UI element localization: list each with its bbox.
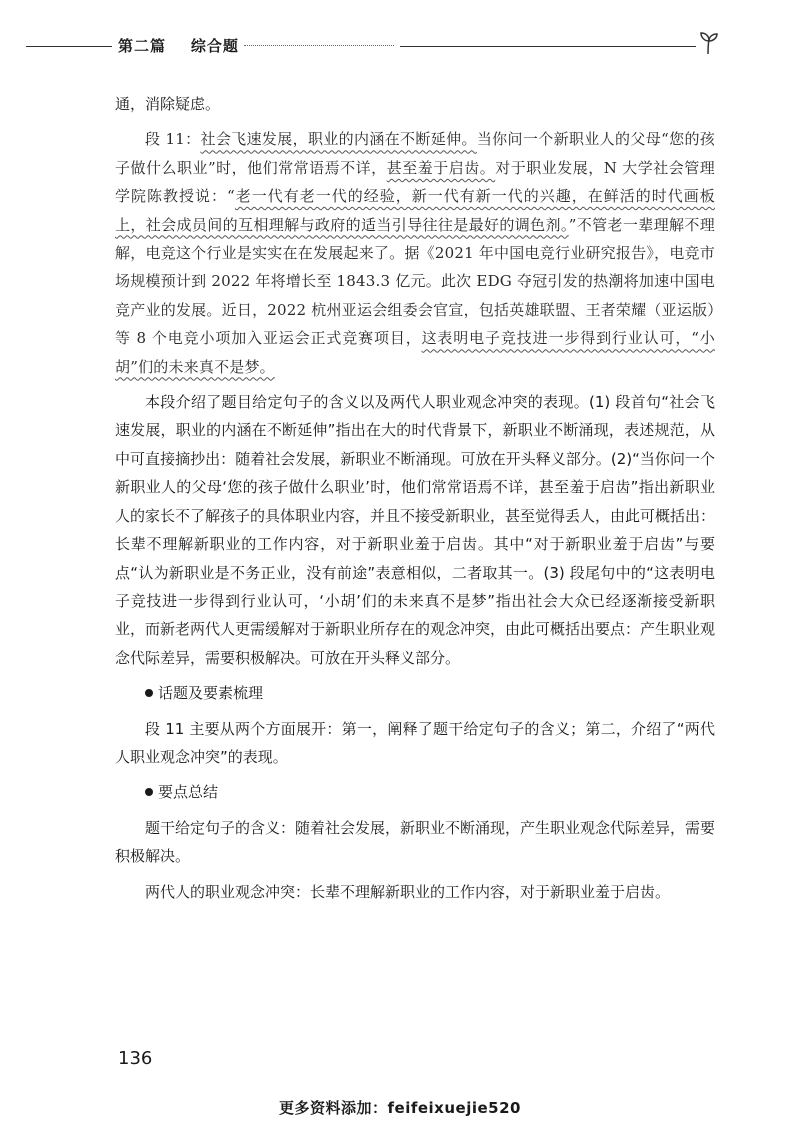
- source-paragraph-11: [115, 125, 715, 381]
- bullet-dot-icon: [145, 788, 153, 796]
- header-title: [118, 35, 239, 56]
- header-dotted-rule: [244, 45, 394, 46]
- summary-point-1: 题干给定句子的含义：随着社会发展，新职业不断涌现，产生职业观念代际差异，需要积极解决。: [115, 818, 716, 866]
- heading-topic-label: 话题及要素梳理: [158, 684, 264, 703]
- analysis-paragraph: 本段介绍了题目给定句子的含义以及两代人职业观念冲突的表现。(1) 段首句“社会飞速发展，职业的内涵在不断延伸”指出在大的时代背景下，新职业不断涌现，表述规范，从中可直接摘抄出：随着社会发展，新职业不断涌现。可放在开头释义部分。(2)“当你问一个新职业人的父母‘您的孩子做什么职业’时，他们常常语焉不详，甚至羞于启齿”指出新职业人的家长不了解孩子的具体职业内容，并且不接受新职业，甚至觉得丢人，由此可概括出：长辈不理解新职业的工作内容，对于新职业羞于启齿。其中“对于新职业羞于启齿”与要点“认为新职业是不务正业，没有前途”表意相似，二者取其一。(3) 段尾句中的“这表明电子竞技进一步得到行业认可，‘小胡’们的未来真不是梦”指出社会大众已经逐渐接受新职业，而新老两代人更需缓解对于新职业所存在的观念冲突，由此可概括出要点：产生职业观念代际差异，需要积极解决。可放在开头释义部分。: [115, 393, 716, 667]
- footer-note: 更多资料添加：feifeixuejie520: [279, 1099, 521, 1117]
- underlined-sentence-2: 甚至羞于启齿。: [386, 158, 496, 177]
- header-category: 综合题: [190, 37, 239, 55]
- underlined-sentence-3: 老一代有老一代的经验，新一代有新一代的兴趣，在鲜活的时代画板上，社会成员间的互相理解与政府的适当引导往往是最好的调色剂。: [115, 187, 715, 234]
- source-text-1: 当你问一个新职业人的父母“您的孩子做什么职业”时，他们常常语焉不详，: [115, 130, 715, 177]
- header-section: 第二篇: [118, 37, 167, 55]
- header-rule-right: [400, 46, 696, 47]
- section-heading-summary: [115, 778, 715, 806]
- underlined-sentence-1: 社会飞速发展，职业的内涵在不断延伸。: [200, 130, 477, 149]
- summary-point-2: 两代人的职业观念冲突：长辈不理解新职业的工作内容，对于新职业羞于启齿。: [145, 882, 671, 901]
- header-rule-left: [26, 46, 112, 47]
- section-heading-topic: [115, 679, 715, 707]
- underlined-sentence-4: 这表明电子竞技进一步得到行业认可，“小胡”们的未来真不是梦。: [115, 329, 715, 376]
- bullet-dot-icon: [145, 689, 153, 697]
- sprout-icon: [696, 30, 722, 56]
- topic-paragraph: 段 11 主要从两个方面展开：第一，阐释了题干给定句子的含义；第二，介绍了“两代人职业观念冲突”的表现。: [115, 719, 715, 766]
- paragraph-continuation: 通，消除疑虑。: [115, 95, 221, 113]
- source-text-3: ”不管老一辈理解不理解，电竞这个行业是实实在在发展起来了。据《2021 年中国电竞行业研究报告》，电竞市场规模预计到 2022 年将增长至 1843.3 亿元。此次 EDG 夺冠引发的热潮将加速中国电竞产业的发展。近日，2022 杭州亚运会组委会官宣，包括英雄联盟、王者荣耀（亚运版）等 8 个电竞小项加入亚运会正式竞赛项目，: [115, 215, 715, 348]
- heading-summary-label: 要点总结: [158, 783, 219, 802]
- page-number: 136: [118, 1048, 153, 1069]
- page-body: [115, 90, 715, 913]
- running-header: [0, 30, 800, 60]
- source-text-2: 对于职业发展，N 大学社会管理学院陈教授说：“: [115, 158, 715, 206]
- paragraph-label: 段 11：: [145, 130, 201, 149]
